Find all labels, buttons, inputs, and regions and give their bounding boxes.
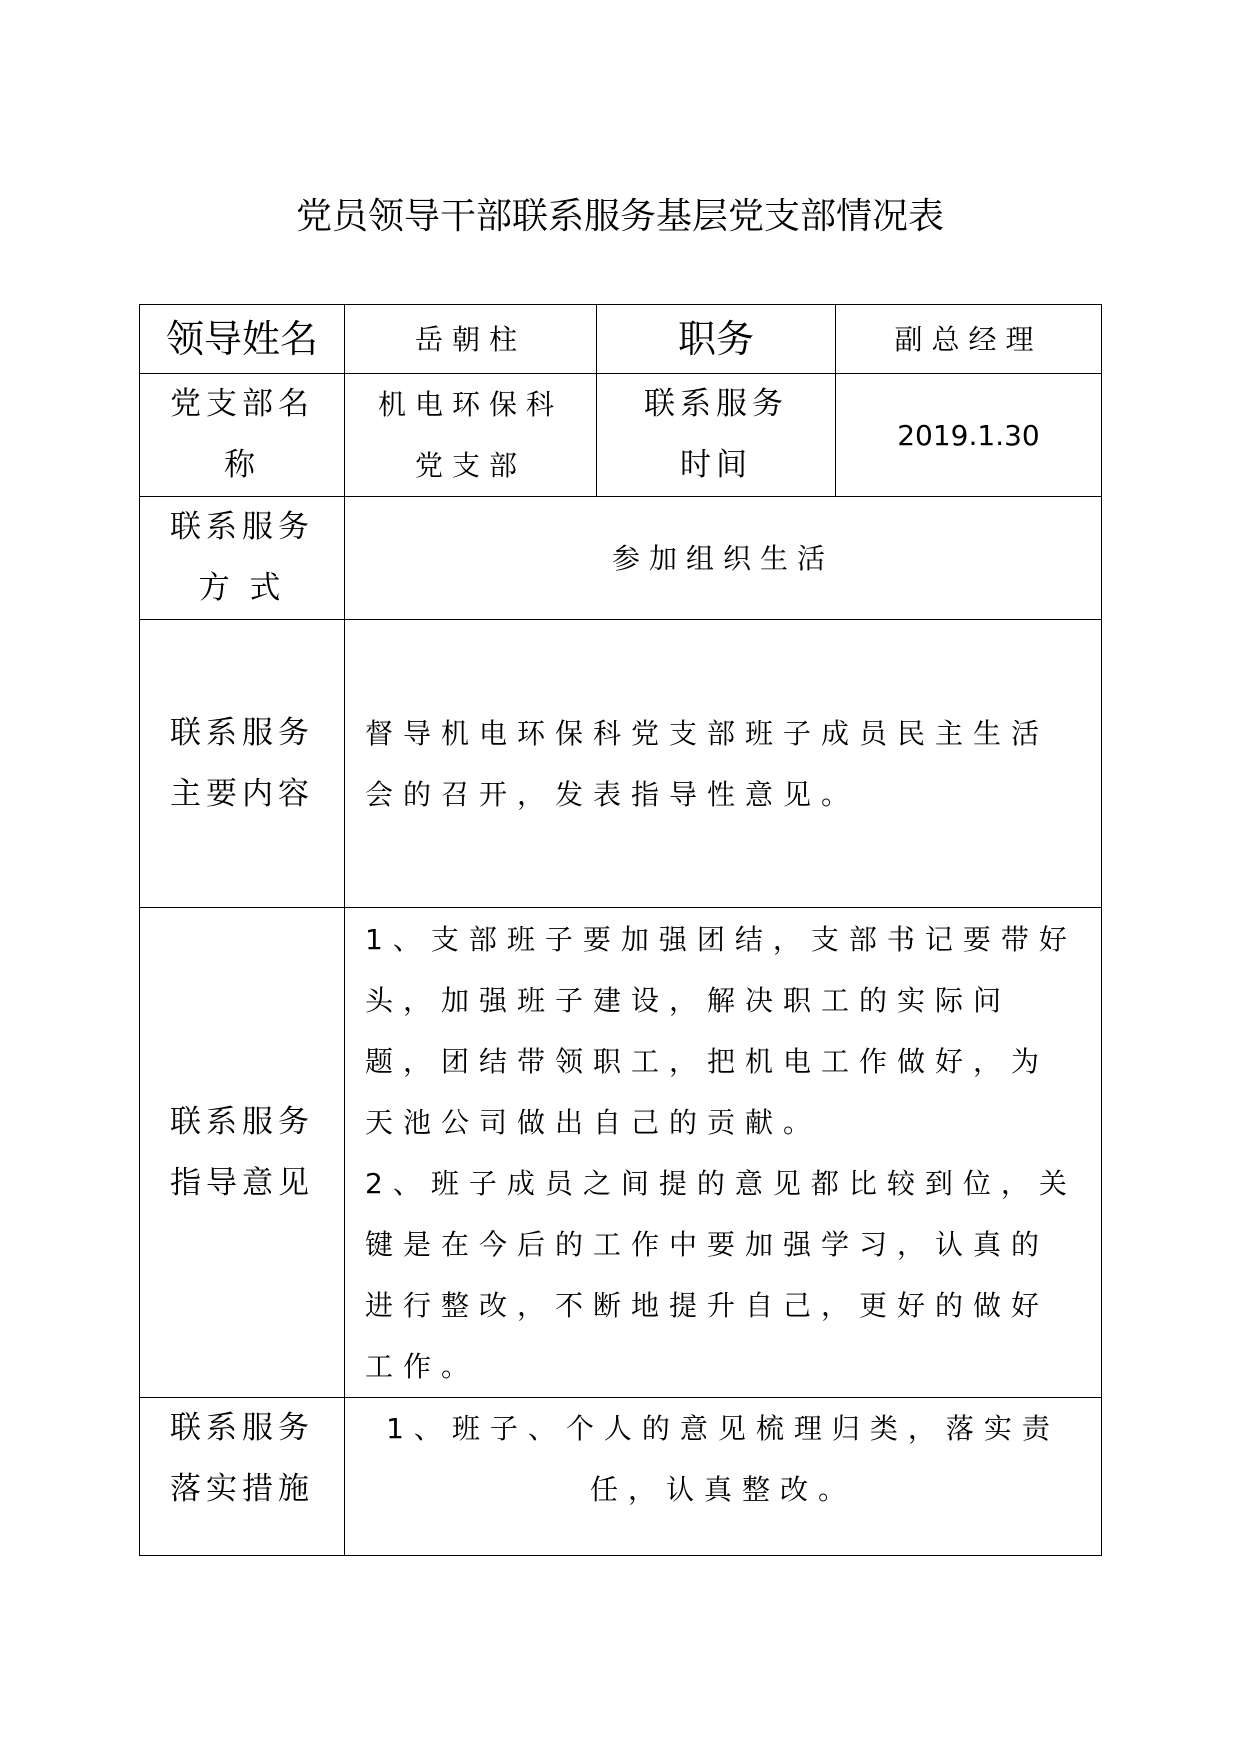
leader-label: 领导姓名 — [140, 305, 345, 374]
position-value: 副总经理 — [836, 305, 1102, 374]
measures-label — [140, 1398, 345, 1556]
label-line: 落实措施 — [170, 1471, 314, 1507]
table-row — [140, 374, 1102, 497]
label-line: 时间 — [680, 447, 752, 483]
table-row — [140, 1398, 1102, 1556]
table-row — [140, 908, 1102, 1398]
guidance-item: 1、支部班子要加强团结，支部书记要带好头，加强班子建设，解决职工的实际问题，团结带领职工，把机电工作做好，为天池公司做出自己的贡献。 — [365, 922, 1077, 1139]
time-label — [597, 374, 836, 497]
position-label: 职务 — [597, 305, 836, 374]
info-table — [139, 304, 1102, 1556]
time-value: 2019.1.30 — [836, 374, 1102, 497]
label-line: 联系服务 — [170, 714, 314, 751]
table-row — [140, 305, 1102, 374]
content-value: 督导机电环保科党支部班子成员民主生活会的召开，发表指导性意见。 — [345, 620, 1102, 908]
label-line: 称 — [224, 447, 260, 483]
label-line: 联系服务 — [170, 509, 314, 545]
label-line: 主要内容 — [170, 775, 314, 812]
label-line: 联系服务 — [170, 1103, 314, 1140]
method-value: 参加组织生活 — [345, 497, 1102, 620]
guidance-label — [140, 908, 345, 1398]
measures-value: 1、班子、个人的意见梳理归类，落实责任，认真整改。 — [345, 1398, 1102, 1556]
method-label — [140, 497, 345, 620]
branch-label — [140, 374, 345, 497]
label-line: 联系服务 — [170, 1410, 314, 1446]
branch-value — [345, 374, 597, 497]
guidance-item: 2、班子成员之间提的意见都比较到位，关键是在今后的工作中要加强学习，认真的进行整改，不断地提升自己，更好的做好工作。 — [365, 1166, 1077, 1383]
label-line: 方 式 — [198, 570, 286, 606]
value-line: 党支部 — [414, 449, 526, 482]
table-row — [140, 497, 1102, 620]
content-label — [140, 620, 345, 908]
table-row — [140, 620, 1102, 908]
leader-name: 岳朝柱 — [345, 305, 597, 374]
value-line: 机电环保科 — [377, 388, 563, 421]
label-line: 联系服务 — [644, 386, 788, 422]
label-line: 党支部名 — [170, 386, 314, 422]
page-title: 党员领导干部联系服务基层党支部情况表 — [295, 196, 944, 237]
guidance-value — [345, 908, 1102, 1398]
label-line: 指导意见 — [170, 1164, 314, 1201]
